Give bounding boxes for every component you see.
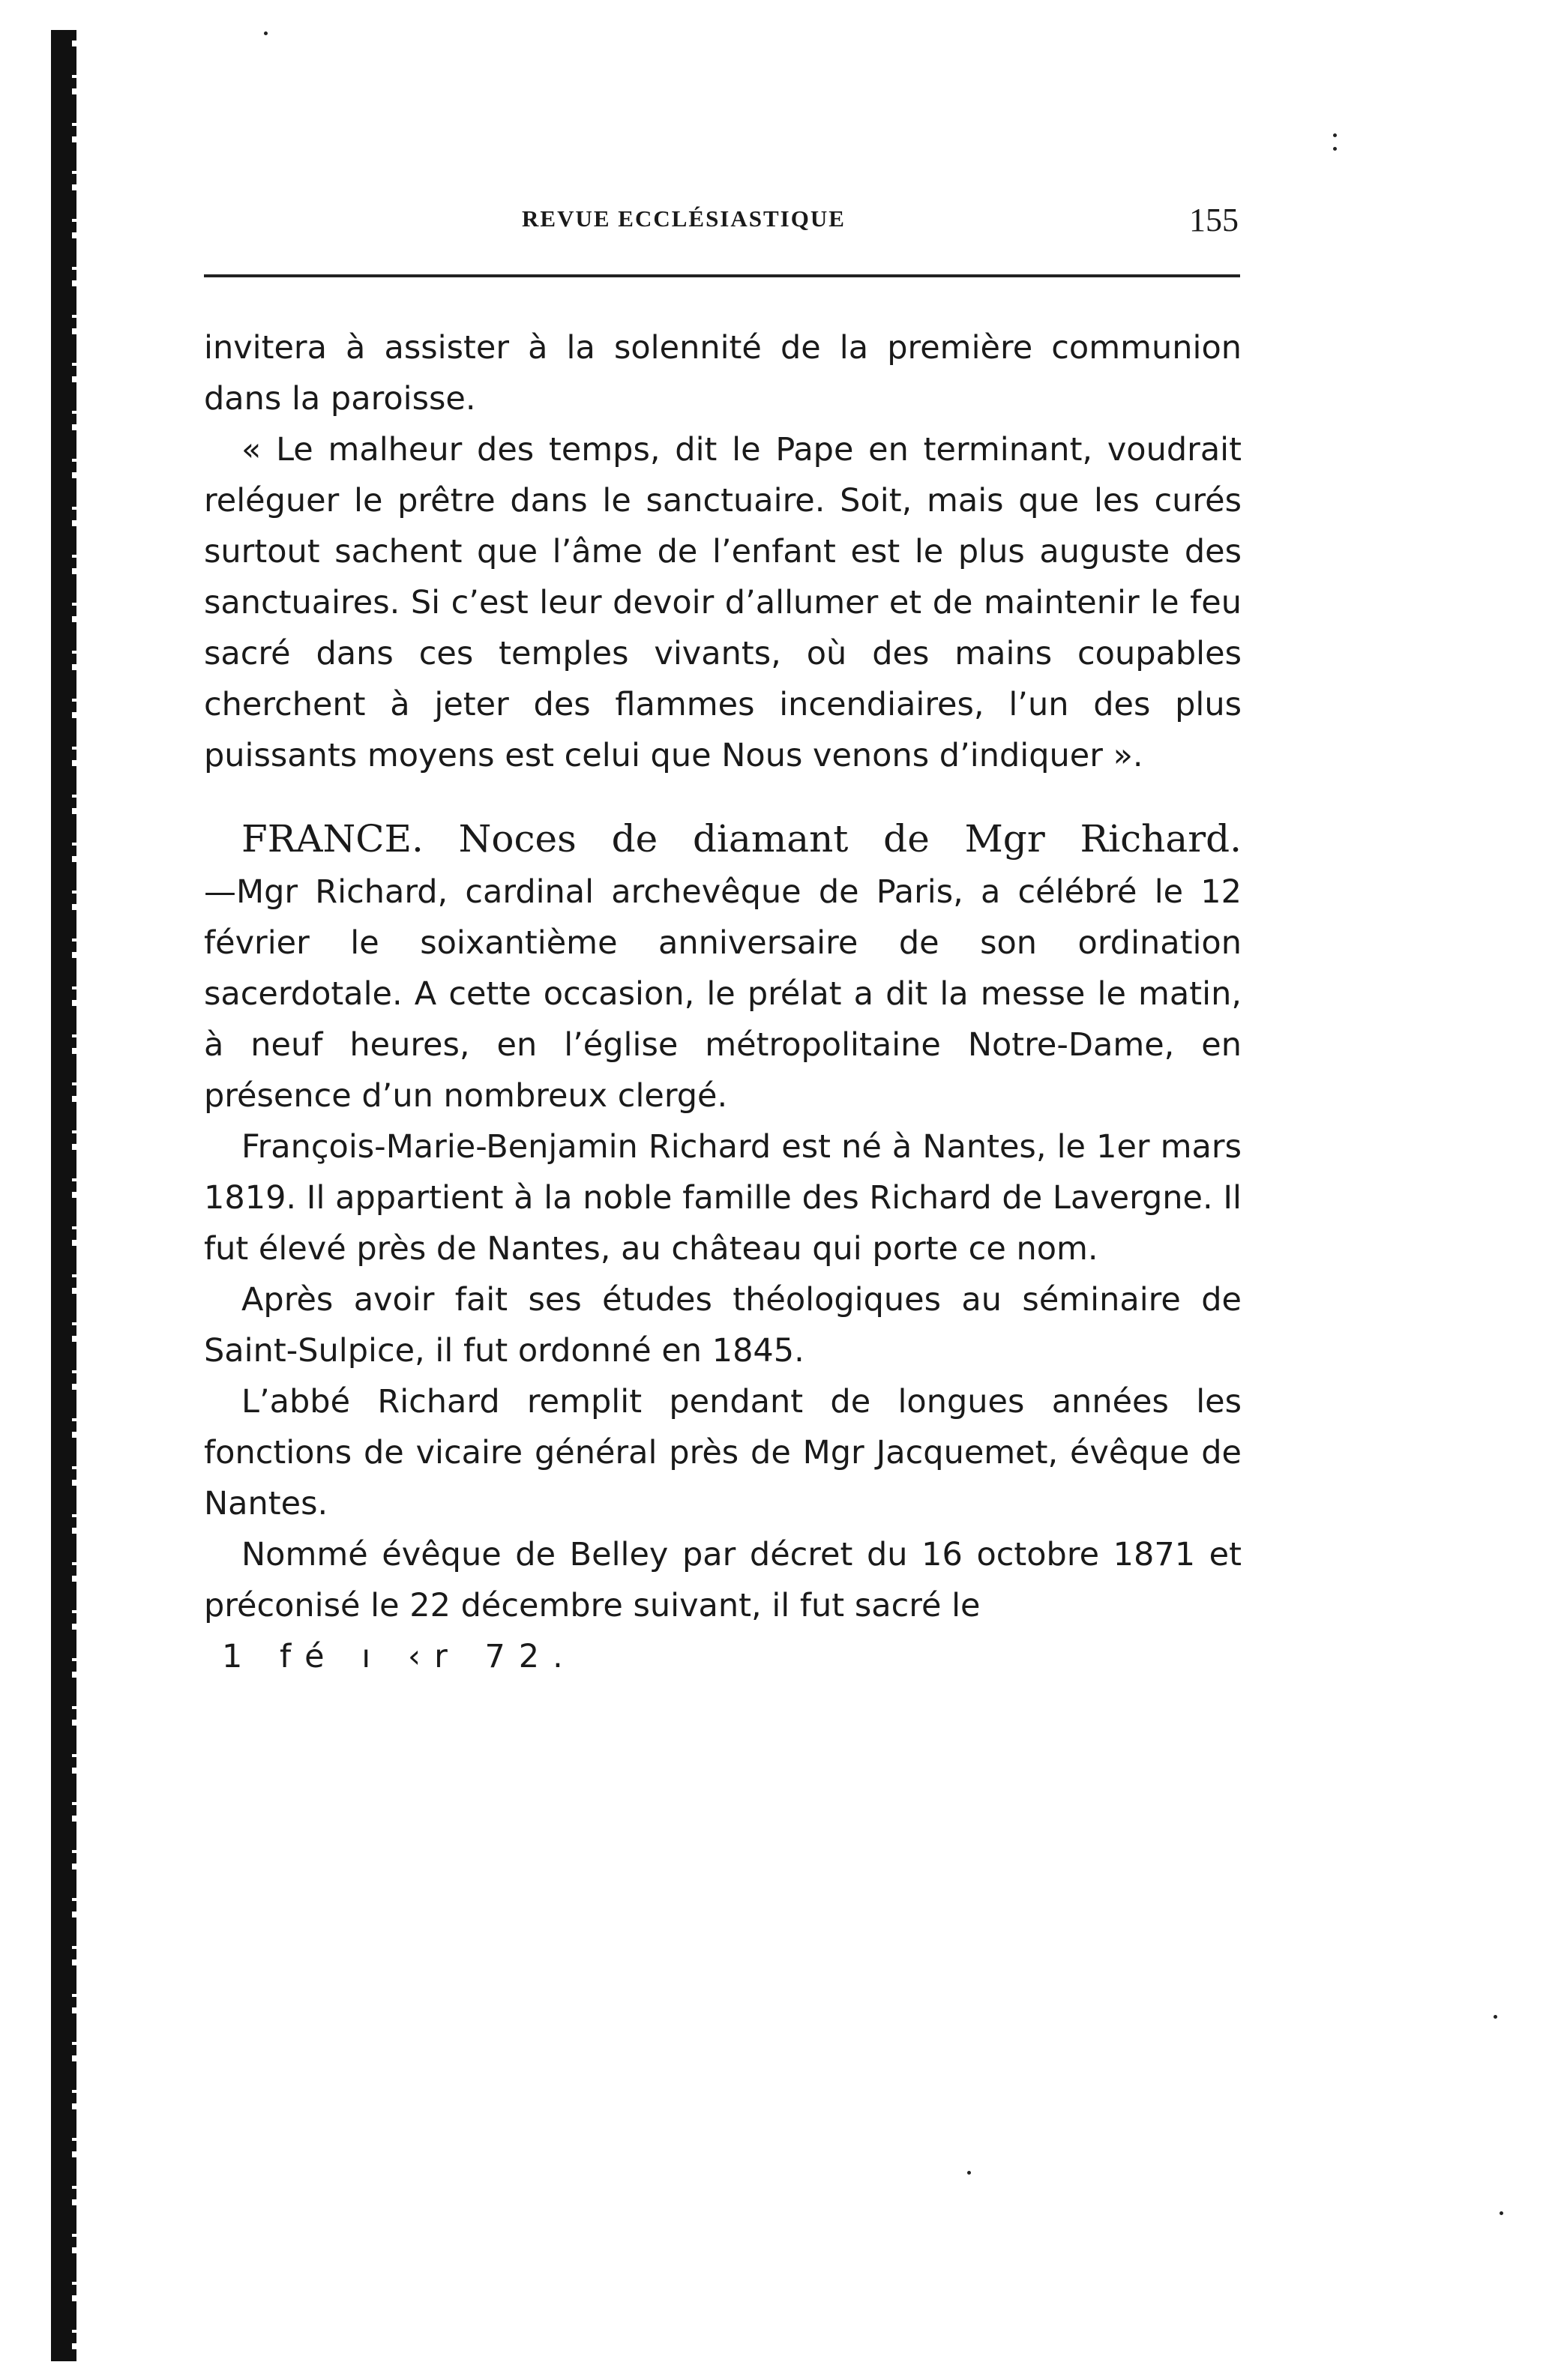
paragraph: —Mgr Richard, cardinal archevêque de Paris, a célébré le 12 février le soixantième anniversaire de son ordination sacerdotale. A cette occasion, le prélat a dit la messe le matin, à neuf heures, en l’église métropolitaine Notre-Dame, en présence d’un nombreux clergé. <box>204 873 1242 1115</box>
scan-speck <box>1494 2015 1497 2019</box>
page-header <box>204 201 1239 246</box>
paragraph: Nommé évêque de Belley par décret du 16 octobre 1871 et préconisé le 22 décembre suivant, il fut sacré le <box>204 1536 1242 1624</box>
paragraph: invitera à assister à la solennité de la première communion dans la paroisse. <box>204 329 1242 418</box>
damaged-line: 1 fé ı ‹r 72. <box>222 1638 577 1675</box>
section-heading: FRANCE. Noces de diamant de Mgr Richard. <box>241 817 1242 861</box>
scan-speck <box>967 2171 971 2175</box>
body-text <box>204 322 1242 1682</box>
paragraph: Après avoir fait ses études théologiques au séminaire de Saint-Sulpice, il fut ordonné en 1845. <box>204 1281 1242 1370</box>
scan-speck <box>264 31 268 35</box>
scan-speck <box>1333 147 1337 151</box>
scan-speck <box>1500 2211 1503 2215</box>
running-head: REVUE ECCLÉSIASTIQUE <box>522 205 846 232</box>
scan-speck <box>1333 133 1337 137</box>
paragraph: L’abbé Richard remplit pendant de longues années les fonctions de vicaire général près de Mgr Jacquemet, évêque de Nantes. <box>204 1383 1242 1522</box>
paragraph: « Le malheur des temps, dit le Pape en terminant, voudrait reléguer le prêtre dans le sanctuaire. Soit, mais que les curés surtout sachent que l’âme de l’enfant est le plus auguste des sanctuaires. Si c’est leur devoir d’allumer et de maintenir le feu sacré dans ces temples vivants, où des mains coupables cherchent à jeter des flammes incendiaires, l’un des plus puissants moyens est celui que Nous venons d’indiquer ». <box>204 431 1242 774</box>
binding-edge <box>51 30 72 2361</box>
header-rule <box>204 274 1240 277</box>
page-number: 155 <box>1189 202 1239 238</box>
paragraph: François-Marie-Benjamin Richard est né à Nantes, le 1er mars 1819. Il appartient à la noble famille des Richard de Lavergne. Il fut élevé près de Nantes, au château qui porte ce nom. <box>204 1128 1242 1268</box>
